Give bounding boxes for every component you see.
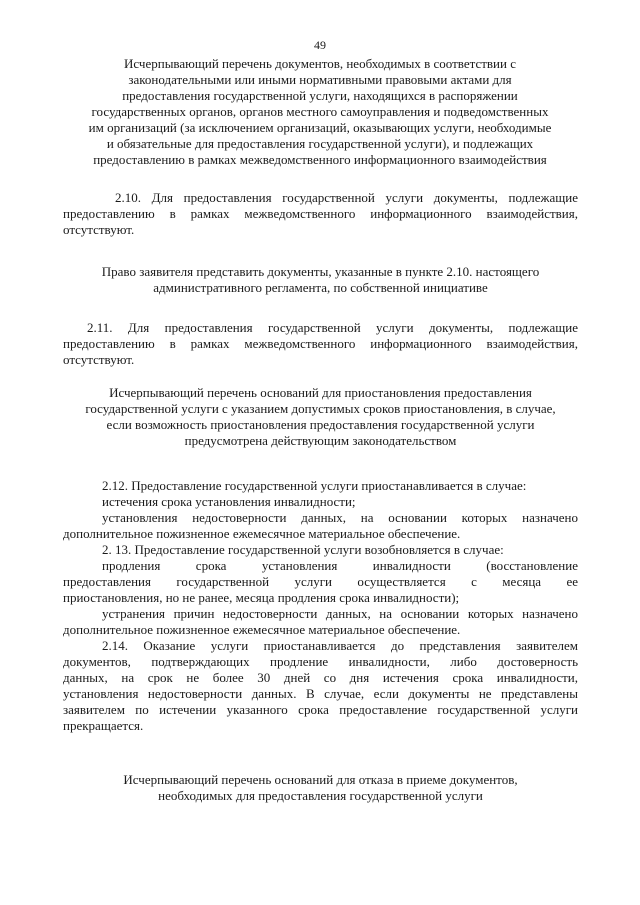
heading-line: государственной услуги с указанием допустимых сроков приостановления, в случае, xyxy=(85,401,556,416)
paragraph-line: устранения причин недостоверности данных, на основании которых назначено xyxy=(102,606,578,621)
section-heading-refusal-grounds xyxy=(63,772,578,804)
heading-line: Исчерпывающий перечень оснований для отказа в приеме документов, xyxy=(123,772,518,787)
page-number: 49 xyxy=(314,38,326,52)
heading-line: Исчерпывающий перечень оснований для приостановления предоставления xyxy=(109,385,532,400)
heading-line: Право заявителя представить документы, указанные в пункте 2.10. настоящего xyxy=(101,264,540,279)
paragraph-line: отсутствуют. xyxy=(63,352,135,367)
heading-line: государственных органов, органов местного самоуправления и подведомственных xyxy=(91,104,549,119)
heading-line: Исчерпывающий перечень документов, необходимых в соответствии с xyxy=(124,56,516,71)
paragraph-line: установления недостоверности данных, на основании которых назначено xyxy=(102,510,578,525)
paragraph-line: истечения срока установления инвалидности; xyxy=(102,494,356,509)
paragraph-2-11 xyxy=(63,320,578,368)
paragraph-line: 2.11. Для предоставления государственной услуги документы, подлежащие xyxy=(87,320,578,335)
heading-line: предоставления государственной услуги, находящихся в распоряжении xyxy=(122,88,518,103)
heading-line: если возможность приостановления предоставления государственной услуги xyxy=(106,417,535,432)
heading-line: необходимых для предоставления государственной услуги xyxy=(158,788,483,803)
paragraphs-2-12-to-2-14 xyxy=(63,478,578,734)
paragraph-line: 2. 13. Предоставление государственной услуги возобновляется в случае: xyxy=(102,542,504,557)
section-heading-applicant-right xyxy=(63,264,578,296)
paragraph-line: документов, подтверждающих продление инвалидности, либо достоверность xyxy=(63,654,578,669)
paragraph-line: дополнительное пожизненное ежемесячное материальное обеспечение. xyxy=(63,526,461,541)
heading-line: предоставлению в рамках межведомственного информационного взаимодействия xyxy=(93,152,547,167)
section-heading-required-documents xyxy=(80,56,560,168)
paragraph-line: предоставления государственной услуги осуществляется с месяца ее xyxy=(63,574,578,589)
paragraph-line: предоставлению в рамках межведомственного информационного взаимодействия, xyxy=(63,336,578,351)
paragraph-line: 2.10. Для предоставления государственной услуги документы, подлежащие xyxy=(115,190,578,205)
heading-line: им организаций (за исключением организаций, оказывающих услуги, необходимые xyxy=(88,120,552,135)
paragraph-line: заявителем по истечении указанного срока предоставление государственной услуги xyxy=(63,702,578,717)
paragraph-line: прекращается. xyxy=(63,718,144,733)
heading-line: законодательными или иными нормативными правовыми актами для xyxy=(128,72,512,87)
paragraph-2-10 xyxy=(63,190,578,238)
heading-line: административного регламента, по собственной инициативе xyxy=(153,280,488,295)
section-heading-suspension-grounds xyxy=(63,385,578,449)
paragraph-line: 2.14. Оказание услуги приостанавливается до представления заявителем xyxy=(102,638,578,653)
paragraph-line: дополнительное пожизненное ежемесячное материальное обеспечение. xyxy=(63,622,461,637)
paragraph-line: приостановления, но не ранее, месяца продления срока инвалидности); xyxy=(63,590,460,605)
paragraph-line: 2.12. Предоставление государственной услуги приостанавливается в случае: xyxy=(102,478,527,493)
heading-line: предусмотрена действующим законодательством xyxy=(184,433,457,448)
heading-line: и обязательные для предоставления государственной услуги), и подлежащих xyxy=(106,136,534,151)
paragraph-line: данных, на срок не более 30 дней со дня истечения срока инвалидности, xyxy=(63,670,578,685)
paragraph-line: отсутствуют. xyxy=(63,222,135,237)
paragraph-line: продления срока установления инвалидности (восстановление xyxy=(102,558,578,573)
paragraph-line: установления недостоверности данных. В случае, если документы не представлены xyxy=(63,686,578,701)
paragraph-line: предоставлению в рамках межведомственного информационного взаимодействия, xyxy=(63,206,578,221)
